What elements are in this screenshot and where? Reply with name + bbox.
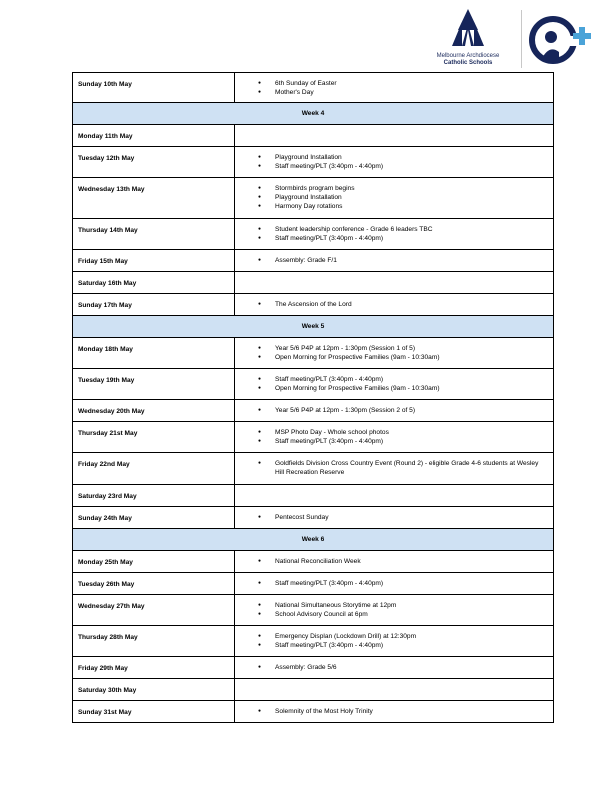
day-row: [73, 679, 554, 701]
events-cell: [235, 551, 554, 573]
day-row: [73, 657, 554, 679]
event-item: ● Open Morning for Prospective Families (9am - 10:30am): [275, 353, 549, 362]
org-line-1: Melbourne Archdiocese: [436, 53, 500, 59]
event-item: ● MSP Photo Day - Whole school photos: [275, 428, 549, 437]
events-cell: [235, 507, 554, 529]
event-list: [239, 225, 549, 243]
day-cell: Saturday 23rd May: [73, 485, 235, 507]
event-list: [239, 601, 549, 619]
day-cell: Sunday 31st May: [73, 701, 235, 723]
week-label: Week 6: [73, 529, 554, 551]
day-cell: Sunday 24th May: [73, 507, 235, 529]
events-cell: [235, 73, 554, 103]
event-item: ● Emergency Displan (Lockdown Drill) at 12:30pm: [275, 632, 549, 641]
event-item: ● Assembly: Grade 5/6: [275, 663, 549, 672]
header-divider: [521, 10, 522, 68]
day-cell: Thursday 14th May: [73, 219, 235, 250]
event-item: ● Staff meeting/PLT (3:40pm - 4:40pm): [275, 437, 549, 446]
page-header: [0, 0, 612, 72]
day-cell: Friday 29th May: [73, 657, 235, 679]
day-cell: Thursday 28th May: [73, 626, 235, 657]
event-list: [239, 663, 549, 672]
day-cell: Monday 11th May: [73, 125, 235, 147]
day-row: [73, 573, 554, 595]
day-row: [73, 294, 554, 316]
org-line-2: Catholic Schools: [443, 60, 493, 66]
events-cell: [235, 272, 554, 294]
event-list: [239, 579, 549, 588]
school-crest-icon: [527, 10, 595, 70]
events-cell: [235, 338, 554, 369]
event-item: ● Year 5/6 P4P at 12pm - 1:30pm (Session 1 of 5): [275, 344, 549, 353]
events-cell: [235, 369, 554, 400]
event-item: ● Student leadership conference - Grade 6 leaders TBC: [275, 225, 549, 234]
day-row: [73, 595, 554, 626]
day-cell: Thursday 21st May: [73, 422, 235, 453]
day-cell: Friday 22nd May: [73, 453, 235, 485]
day-row: [73, 369, 554, 400]
events-cell: [235, 679, 554, 701]
events-cell: [235, 294, 554, 316]
day-row: [73, 250, 554, 272]
event-item: ● Pentecost Sunday: [275, 513, 549, 522]
event-list: [239, 557, 549, 566]
day-cell: Tuesday 26th May: [73, 573, 235, 595]
event-item: ● School Advisory Council at 6pm: [275, 610, 549, 619]
event-item: ● Goldfields Division Cross Country Event (Round 2) - eligible Grade 4-6 students at Wesley Hill Recreation Reserve: [275, 459, 549, 477]
events-cell: [235, 485, 554, 507]
day-cell: Wednesday 20th May: [73, 400, 235, 422]
event-list: [239, 153, 549, 171]
event-item: ● Staff meeting/PLT (3:40pm - 4:40pm): [275, 234, 549, 243]
event-list: [239, 707, 549, 716]
day-row: [73, 400, 554, 422]
events-cell: [235, 147, 554, 178]
week-label: Week 5: [73, 316, 554, 338]
events-cell: [235, 219, 554, 250]
event-list: [239, 256, 549, 265]
day-row: [73, 507, 554, 529]
day-cell: Tuesday 19th May: [73, 369, 235, 400]
events-cell: [235, 125, 554, 147]
event-item: ● Stormbirds program begins: [275, 184, 549, 193]
events-cell: [235, 250, 554, 272]
event-list: [239, 459, 549, 477]
events-cell: [235, 453, 554, 485]
day-cell: Monday 18th May: [73, 338, 235, 369]
day-row: [73, 219, 554, 250]
event-item: ● Playground Installation: [275, 193, 549, 202]
event-list: [239, 184, 549, 211]
day-row: [73, 125, 554, 147]
event-item: ● Staff meeting/PLT (3:40pm - 4:40pm): [275, 162, 549, 171]
day-cell: Friday 15th May: [73, 250, 235, 272]
week-label: Week 4: [73, 103, 554, 125]
event-list: [239, 300, 549, 309]
events-cell: [235, 178, 554, 219]
event-list: [239, 375, 549, 393]
macs-logo-icon: [448, 8, 488, 48]
event-item: ● Staff meeting/PLT (3:40pm - 4:40pm): [275, 641, 549, 650]
day-row: [73, 701, 554, 723]
event-item: ● Solemnity of the Most Holy Trinity: [275, 707, 549, 716]
event-item: ● National Simultaneous Storytime at 12pm: [275, 601, 549, 610]
day-row: [73, 626, 554, 657]
day-row: [73, 551, 554, 573]
day-row: [73, 338, 554, 369]
event-item: ● Staff meeting/PLT (3:40pm - 4:40pm): [275, 375, 549, 384]
day-cell: Saturday 30th May: [73, 679, 235, 701]
event-list: [239, 79, 549, 97]
event-item: ● National Reconciliation Week: [275, 557, 549, 566]
event-list: [239, 344, 549, 362]
day-row: [73, 147, 554, 178]
events-cell: [235, 595, 554, 626]
events-cell: [235, 657, 554, 679]
event-item: ● Open Morning for Prospective Families (9am - 10:30am): [275, 384, 549, 393]
event-list: [239, 632, 549, 650]
events-cell: [235, 573, 554, 595]
day-cell: Monday 25th May: [73, 551, 235, 573]
day-cell: Wednesday 13th May: [73, 178, 235, 219]
week-header-row: [73, 316, 554, 338]
day-row: [73, 73, 554, 103]
day-cell: Saturday 16th May: [73, 272, 235, 294]
week-header-row: [73, 529, 554, 551]
event-item: ● Harmony Day rotations: [275, 202, 549, 211]
day-row: [73, 178, 554, 219]
event-item: ● Staff meeting/PLT (3:40pm - 4:40pm): [275, 579, 549, 588]
calendar-table: [72, 72, 554, 723]
events-cell: [235, 701, 554, 723]
events-cell: [235, 626, 554, 657]
event-item: ● 6th Sunday of Easter: [275, 79, 549, 88]
event-list: [239, 406, 549, 415]
event-item: ● Mother's Day: [275, 88, 549, 97]
event-list: [239, 428, 549, 446]
day-cell: Sunday 17th May: [73, 294, 235, 316]
events-cell: [235, 422, 554, 453]
events-cell: [235, 400, 554, 422]
day-cell: Tuesday 12th May: [73, 147, 235, 178]
event-item: ● Assembly: Grade F/1: [275, 256, 549, 265]
week-header-row: [73, 103, 554, 125]
organisation-name: [420, 53, 516, 67]
day-row: [73, 485, 554, 507]
event-item: ● Year 5/6 P4P at 12pm - 1:30pm (Session 2 of 5): [275, 406, 549, 415]
event-item: ● Playground Installation: [275, 153, 549, 162]
day-cell: Sunday 10th May: [73, 73, 235, 103]
day-cell: Wednesday 27th May: [73, 595, 235, 626]
event-list: [239, 513, 549, 522]
day-row: [73, 453, 554, 485]
day-row: [73, 272, 554, 294]
day-row: [73, 422, 554, 453]
event-item: ● The Ascension of the Lord: [275, 300, 549, 309]
